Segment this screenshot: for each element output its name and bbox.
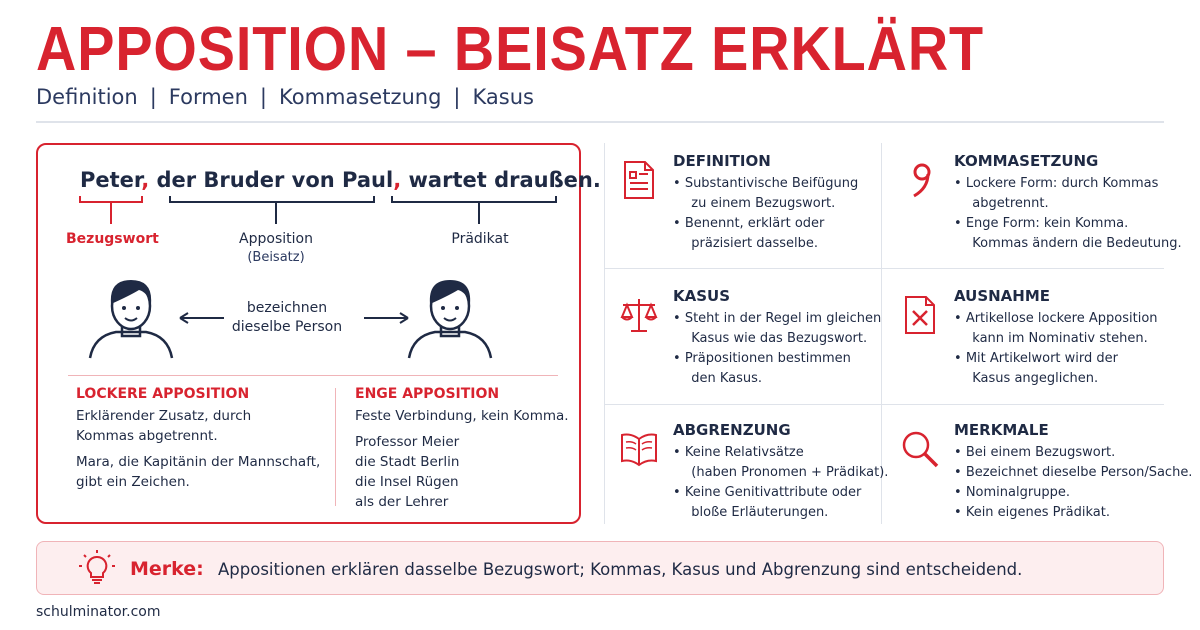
list-item: • Substantivische Beifügung zu einem Bezugswort. [673, 176, 859, 211]
item-line: Keine Relativsätze [684, 445, 804, 460]
lightbulb-icon [78, 549, 116, 587]
label-apposition-sub: (Beisatz) [247, 250, 305, 265]
footer-brand: schulminator.com [36, 604, 161, 620]
panel-column-divider [335, 388, 336, 506]
enge-line: die Insel Rügen [355, 474, 459, 490]
list-item: • Benennt, erklärt oder präzisiert dasselbe. [673, 216, 825, 251]
list-item: • Nominalgruppe. [954, 485, 1071, 500]
item-line: Bezeichnet dieselbe Person/Sache. [965, 465, 1193, 480]
list-item: • Artikellose lockere Apposition kann im Nominativ stehen. [954, 311, 1158, 346]
list-item: • Lockere Form: durch Kommas abgetrennt. [954, 176, 1159, 211]
merke-label: Merke: [130, 558, 204, 580]
header-divider [36, 121, 1164, 123]
card-title: DEFINITION [673, 152, 771, 170]
item-line: Benennt, erklärt oder [684, 216, 825, 231]
subtitle-item: Kommasetzung [279, 85, 442, 109]
label-praedikat: Prädikat [451, 231, 509, 247]
grid-line [604, 143, 605, 524]
person-right-icon [405, 270, 495, 360]
grid-line [604, 268, 1164, 269]
list-item: • Steht in der Regel im gleichen Kasus wie das Bezugswort. [673, 311, 882, 346]
subtitle-item: Kasus [472, 85, 534, 109]
list-item: • Enge Form: kein Komma. Kommas ändern die Bedeutung. [954, 216, 1182, 251]
subtitle-separator: | [149, 85, 157, 109]
item-line: Enge Form: kein Komma. [965, 216, 1129, 231]
card-title: KASUS [673, 287, 731, 305]
card-title: AUSNAHME [954, 287, 1051, 305]
item-line: Lockere Form: durch Kommas [965, 176, 1159, 191]
item-line: Kasus wie das Bezugswort. [691, 331, 868, 346]
card-title: ABGRENZUNG [673, 421, 791, 439]
item-line: Kommas ändern die Bedeutung. [972, 236, 1182, 251]
person-left-icon [86, 270, 176, 360]
subtitle-nav [36, 85, 534, 109]
sentence-brackets [36, 190, 581, 230]
item-line: zu einem Bezugswort. [691, 196, 836, 211]
card-list [673, 443, 888, 523]
page-title: APPOSITION – BEISATZ ERKLÄRT [36, 15, 985, 84]
enge-line: Feste Verbindung, kein Komma. [355, 408, 569, 424]
sentence-apposition: der Bruder von Paul [149, 168, 394, 192]
list-item: • Bei einem Bezugswort. [954, 445, 1116, 460]
item-line: abgetrennt. [972, 196, 1049, 211]
card-title: MERKMALE [954, 421, 1049, 439]
enge-line: die Stadt Berlin [355, 454, 460, 470]
list-item: • Keine Relativsätze (haben Pronomen + Prädikat). [673, 445, 889, 480]
sentence-comma: , [393, 168, 402, 192]
subtitle-item: Formen [168, 85, 248, 109]
item-line: Kasus angeglichen. [972, 371, 1099, 386]
list-item: • Bezeichnet dieselbe Person/Sache. [954, 465, 1193, 480]
item-line: Kein eigenes Prädikat. [965, 505, 1110, 520]
book-icon [619, 429, 659, 469]
arrow-text-2: dieselbe Person [231, 319, 343, 335]
item-line: Präpositionen bestimmen [684, 351, 851, 366]
card-list [954, 309, 1158, 389]
arrow-text-1: bezeichnen [246, 300, 328, 316]
enge-body [355, 406, 569, 512]
x-document-icon [900, 295, 940, 335]
card-title: KOMMASETZUNG [954, 152, 1099, 170]
item-line: Bei einem Bezugswort. [965, 445, 1116, 460]
item-line: kann im Nominativ stehen. [972, 331, 1148, 346]
item-line: präzisiert dasselbe. [691, 236, 818, 251]
item-line: Keine Genitivattribute oder [684, 485, 862, 500]
item-line: Artikellose lockere Apposition [965, 311, 1158, 326]
enge-line: als der Lehrer [355, 494, 449, 510]
panel-divider [68, 375, 558, 376]
lockere-line: gibt ein Zeichen. [76, 474, 190, 490]
sentence-comma: , [141, 168, 150, 192]
lockere-body [76, 406, 320, 492]
card-list [954, 443, 1192, 523]
list-item: • Keine Genitivattribute oder bloße Erläuterungen. [673, 485, 862, 520]
grid-line [604, 404, 1164, 405]
item-line: Steht in der Regel im gleichen [684, 311, 882, 326]
list-item: • Mit Artikelwort wird der Kasus angeglichen. [954, 351, 1118, 386]
label-apposition: Apposition [239, 231, 313, 247]
label-bezugswort: Bezugswort [66, 231, 159, 247]
lockere-line: Kommas abgetrennt. [76, 428, 218, 444]
subtitle-separator: | [259, 85, 267, 109]
item-line: (haben Pronomen + Prädikat). [691, 465, 889, 480]
item-line: bloße Erläuterungen. [691, 505, 829, 520]
lockere-line: Erklärender Zusatz, durch [76, 408, 252, 424]
subtitle-item: Definition [36, 85, 138, 109]
sentence-bezugswort: Peter [80, 168, 142, 192]
magnifier-icon [900, 429, 940, 469]
enge-line: Professor Meier [355, 434, 460, 450]
item-line: Mit Artikelwort wird der [965, 351, 1118, 366]
lockere-title: LOCKERE APPOSITION [76, 386, 250, 402]
enge-title: ENGE APPOSITION [355, 386, 500, 402]
card-list [673, 174, 858, 254]
item-line: den Kasus. [691, 371, 763, 386]
card-list [954, 174, 1182, 254]
merke-text: Appositionen erklären dasselbe Bezugswort; Kommas, Kasus und Abgrenzung sind entscheidend. [218, 560, 1023, 579]
sentence-praedikat: wartet draußen. [401, 168, 601, 192]
list-item: • Kein eigenes Prädikat. [954, 505, 1110, 520]
example-sentence [80, 168, 601, 192]
item-line: Substantivische Beifügung [684, 176, 859, 191]
lockere-line: Mara, die Kapitänin der Mannschaft, [76, 454, 321, 470]
list-item: • Präpositionen bestimmen den Kasus. [673, 351, 851, 386]
document-icon [619, 160, 659, 200]
scales-icon [619, 295, 659, 335]
comma-icon [900, 160, 940, 200]
subtitle-separator: | [453, 85, 461, 109]
item-line: Nominalgruppe. [965, 485, 1071, 500]
card-list [673, 309, 881, 389]
